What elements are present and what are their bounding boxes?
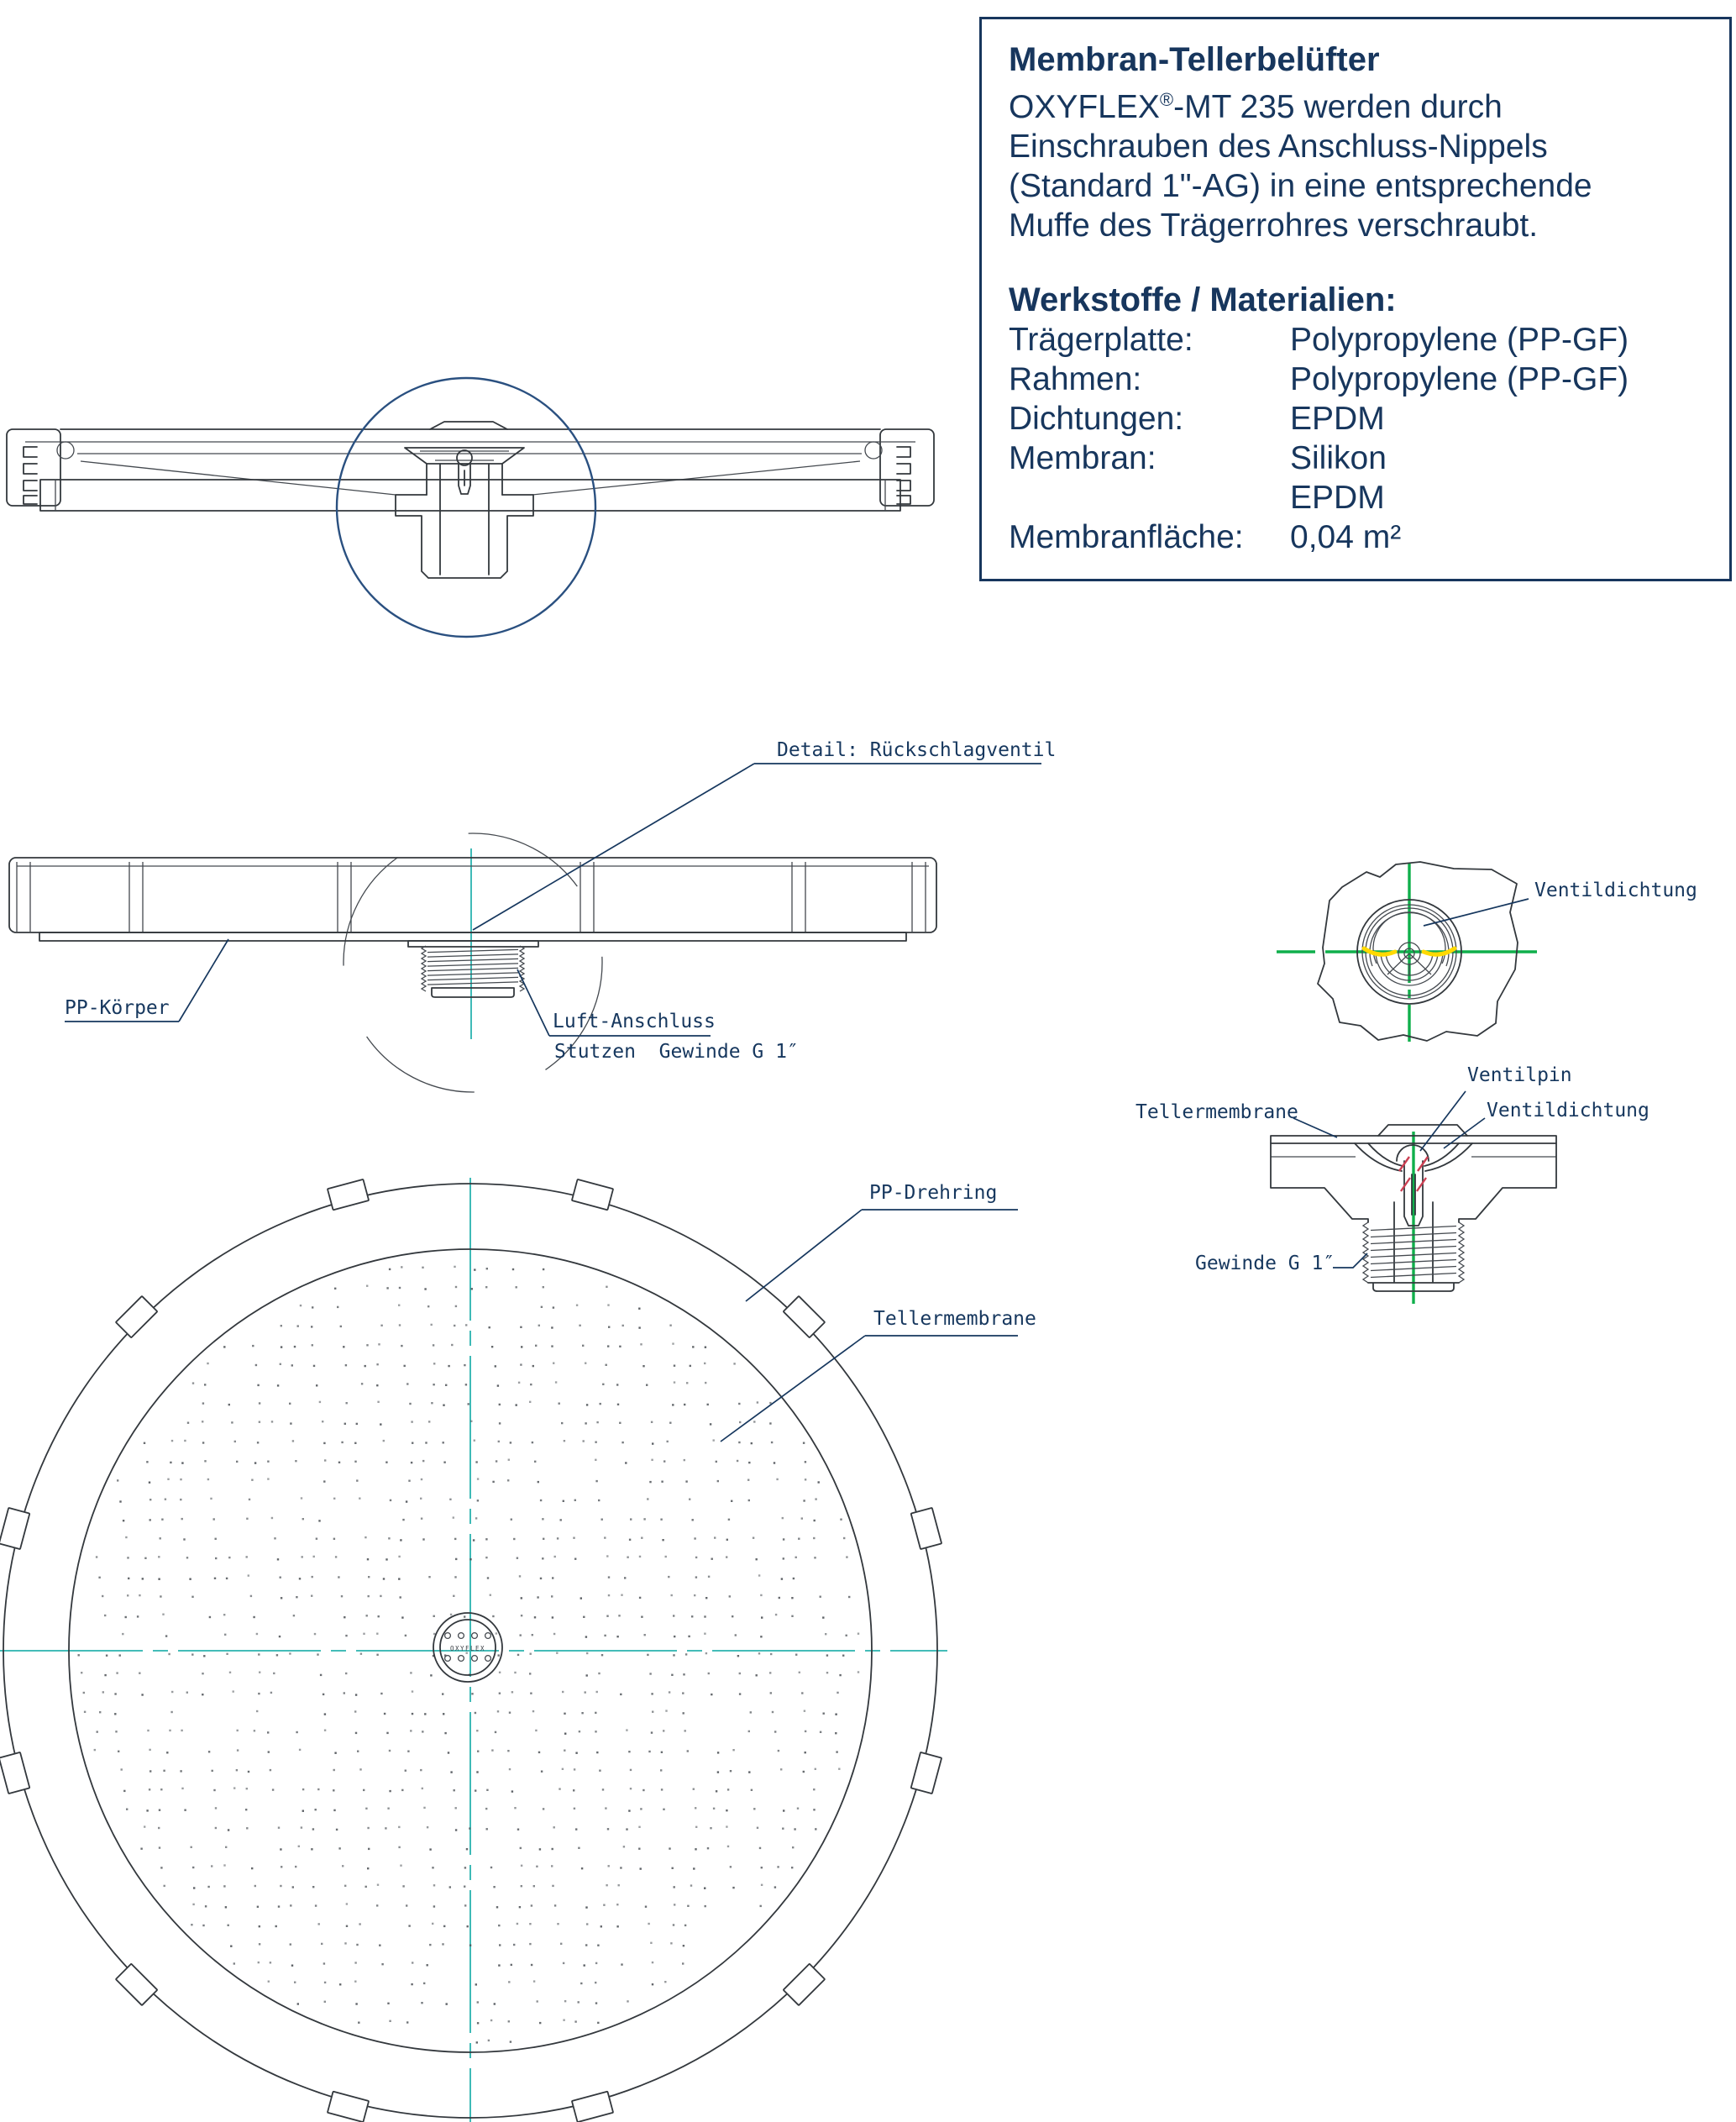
- description-line-2: Einschrauben des Anschluss-Nippels: [1009, 129, 1548, 165]
- material-row: Dichtungen: EPDM: [1009, 401, 1385, 437]
- description-line-3: (Standard 1"-AG) in eine entsprechende: [1009, 168, 1592, 204]
- material-row: Rahmen: Polypropylene (PP-GF): [1009, 361, 1629, 397]
- material-row: Trägerplatte: Polypropylene (PP-GF): [1009, 322, 1629, 358]
- materials-heading: Werkstoffe / Materialien:: [1009, 281, 1397, 318]
- center-brand-text: OXYFLEX: [449, 1645, 486, 1652]
- info-box: [979, 17, 1732, 581]
- thread-g1: [422, 946, 524, 991]
- cross-section-top-drawing: [7, 378, 934, 637]
- material-row: Membran: Silikon: [1009, 440, 1387, 476]
- description-line-1: OXYFLEX®-MT 235 werden durch: [1009, 89, 1503, 125]
- label-gewinde-g1: Gewinde G 1″: [1195, 1253, 1335, 1274]
- material-row: Membranfläche: 0,04 m²: [1009, 519, 1402, 555]
- leader-lines: [65, 764, 1529, 1442]
- registered-trademark: ®: [1159, 89, 1174, 110]
- page-title: Membran-Tellerbelüfter: [1009, 41, 1380, 78]
- label-luft-anschluss: Luft-Anschluss: [553, 1011, 716, 1032]
- disc-top-view-drawing: [0, 1178, 947, 2122]
- air-connection-collar: [408, 941, 538, 947]
- green-crosshair: [1277, 864, 1537, 1042]
- label-stutzen-gewinde: Stutzen Gewinde G 1″: [554, 1041, 799, 1063]
- description-line-4: Muffe des Trägerrohres verschraubt.: [1009, 207, 1539, 244]
- label-ventilpin: Ventilpin: [1467, 1064, 1572, 1086]
- valve-section-detail-drawing: [1271, 1125, 1556, 1304]
- label-detail-rueckschlagventil: Detail: Rückschlagventil: [777, 739, 1057, 761]
- label-ventildichtung-top: Ventildichtung: [1534, 880, 1697, 901]
- detail-circle: [337, 378, 595, 637]
- label-ventildichtung-valve: Ventildichtung: [1487, 1100, 1649, 1121]
- label-pp-drehring: PP-Drehring: [869, 1182, 998, 1204]
- label-pp-koerper: PP-Körper: [65, 997, 170, 1019]
- perforation-pattern: [78, 1266, 860, 2044]
- label-tellermembrane-valve: Tellermembrane: [1135, 1101, 1298, 1123]
- valve-top-detail-drawing: [1277, 862, 1537, 1042]
- material-row: EPDM: [1290, 480, 1385, 516]
- label-tellermembrane-disc: Tellermembrane: [873, 1308, 1036, 1330]
